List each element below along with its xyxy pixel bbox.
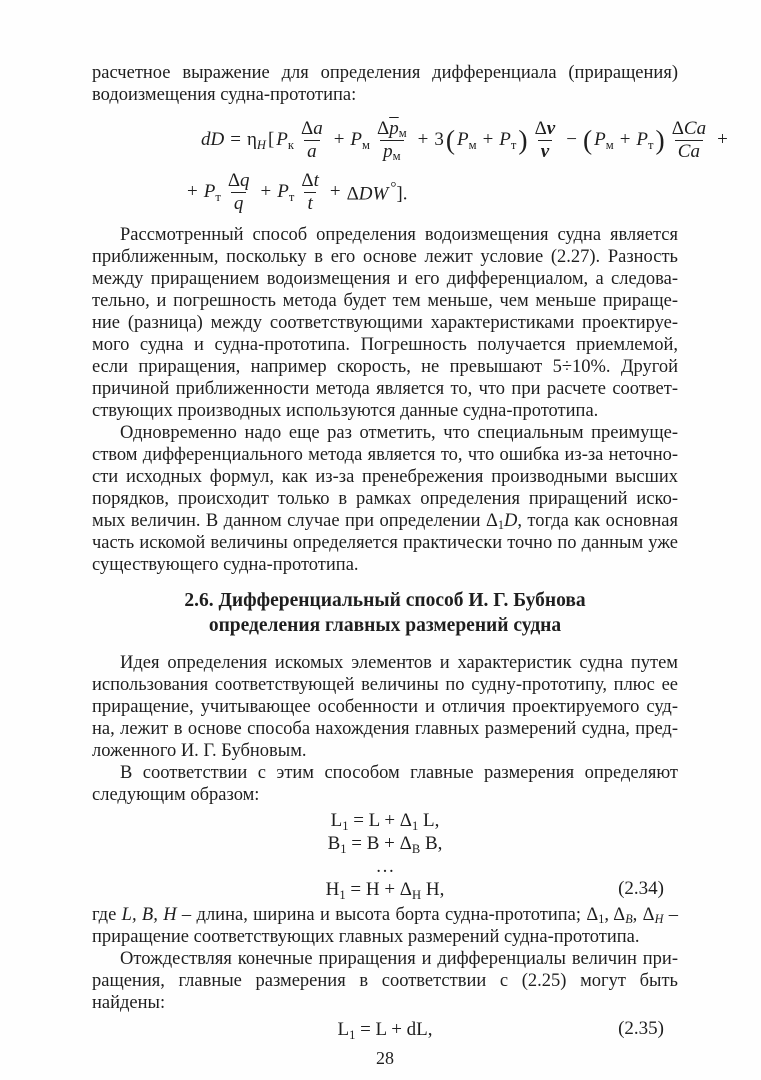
text-line: … — [375, 856, 395, 877]
text-line: Одновременно надо еще раз отметить, что специальным преимуще- — [120, 423, 678, 443]
paragraph-where — [92, 904, 678, 948]
text-line: на, лежит в основе способа нахождения главных размерений судна, пред- — [92, 719, 678, 739]
text-column — [92, 0, 728, 1069]
text-line: где L, B, H – длина, ширина и высота борта судна-прототипа; $\Delta_1$, $\Delta_B$, $\Delta_H$ – — [92, 905, 678, 927]
equation-2-35-rows — [92, 1018, 678, 1041]
fraction-delta-p: $\frac{\Delta\overline{p}_м}{\overline{p}_м}$ — [376, 117, 407, 163]
page-number: 28 — [376, 1048, 394, 1068]
text-line: В соответствии с этим способом главные размерения определяют — [120, 763, 678, 783]
equation-number-2-35: (2.35) — [618, 1018, 664, 1039]
text-line: тельно, и погрешность метода будет тем меньше, чем меньше прираще- — [92, 291, 678, 311]
heading-line-1: 2.6. Дифференциальный способ И. Г. Бубнова — [184, 590, 586, 611]
text-line: существующего судна-прототипа. — [92, 555, 359, 575]
paragraph-identify — [92, 948, 678, 1014]
paragraph-intro — [92, 62, 678, 106]
paragraph-accordingly — [92, 762, 678, 806]
equation-2-34-rows — [92, 809, 678, 901]
equation-number-2-34: (2.34) — [618, 878, 664, 899]
text-line: Отождествляя конечные приращения и дифференциалы величин при- — [120, 949, 678, 969]
fraction-delta-t: $\frac{\Delta t}{t}$ — [301, 169, 319, 214]
equation-2-35 — [92, 1018, 678, 1041]
text-line: ложенного И. Г. Бубновым. — [92, 741, 307, 761]
paragraph-method-accuracy — [92, 224, 678, 422]
text-line: между приращением водоизмещения и его дифференциалом, а следова- — [92, 269, 678, 289]
text-line: ствующих производных используются данные судна-прототипа. — [92, 401, 599, 421]
fraction-delta-a: $\frac{\Delta a}{a}$ — [300, 117, 323, 162]
fraction-delta-q: $\frac{\Delta q}{q}$ — [227, 169, 250, 214]
text-line: $L_1 = L$ + dL, — [337, 1019, 433, 1042]
text-line: приращение, учитывающее особенности и отличия проектируемого суд- — [92, 697, 678, 717]
formula-dD-line-1: dD = $\eta_H$ [ $P_к$ $\frac{\Delta a}{a}$ + $P_м$ $\frac{\Delta\overline{p}_м}{\overline{p}_м}$ + 3 ( $P_м$ + $P_т$ ) $\frac{\Delta v}{v}$ − ( $P_м$ + $P_т$ ) $\frac{\text{ΔCa}}{Ca}$ + — [201, 117, 728, 163]
equation-2-34 — [92, 809, 678, 901]
text-line: часть искомой величины определяется практически точно по данным уже — [92, 533, 678, 553]
text-line: Рассмотренный способ определения водоизмещения судна является — [120, 225, 678, 245]
text-line: следующим образом: — [92, 785, 260, 805]
text-line: сти исходных формул, как из-за пренебрежения производными высших — [92, 467, 678, 487]
fraction-delta-Ca: $\frac{\text{ΔCa}}{Ca}$ — [671, 117, 707, 162]
text-line: использования соответствующей величины по судну-прототипу, плюс ее — [92, 675, 678, 695]
text-line: мых величин. В данном случае при определении $\Delta_1D$, тогда как основная — [92, 511, 678, 533]
text-line: $B_1 = B + \Delta_B$ B, — [327, 833, 443, 856]
text-line: ращения, главные размерения в соответствии с (2.25) могут быть найдены: — [92, 971, 678, 1013]
text-line: ством дифференциального метода является то, что ошибка из-за неточно- — [92, 445, 678, 465]
text-line: $H_1 = H + \Delta_H$ H, — [325, 879, 445, 902]
paragraph-idea — [92, 652, 678, 762]
formula-dD-line-2: + $P_т$ $\frac{\Delta q}{q}$ + $P_т$ $\frac{\Delta t}{t}$ + ΔDW °]. — [187, 169, 408, 214]
text-line: водоизмещения судна-прототипа: — [92, 85, 357, 105]
text-line: если приращения, например скорость, не превышают 5÷10%. Другой — [92, 357, 678, 377]
fraction-delta-v: $\frac{\Delta v}{v}$ — [534, 117, 556, 162]
formula-dD — [92, 114, 728, 218]
text-line: приближенным, поскольку в его основе лежит условие (2.27). Разность — [92, 247, 678, 267]
text-line: ние (разница) между соответствующими характеристиками проектируе- — [92, 313, 678, 333]
text-line: Идея определения искомых элементов и характеристик судна путем — [120, 653, 678, 673]
text-line: порядков, происходит только в рамках определения приращений иско- — [92, 489, 678, 509]
section-heading-2-6 — [92, 588, 678, 638]
text-line: причиной приближенности метода является то, что при расчете соответ- — [92, 379, 678, 399]
text-line: приращение соответствующих главных размерений судна-прототипа. — [92, 927, 640, 947]
text-line: $L_1 = L + \Delta_1$ L, — [330, 810, 440, 833]
text-line: расчетное выражение для определения дифференциала (приращения) — [92, 63, 678, 83]
text-line: мого судна и судна-прототипа. Погрешность получается приемлемой, — [92, 335, 678, 355]
heading-line-2: определения главных размерений судна — [208, 615, 562, 636]
paragraph-advantage — [92, 422, 678, 576]
